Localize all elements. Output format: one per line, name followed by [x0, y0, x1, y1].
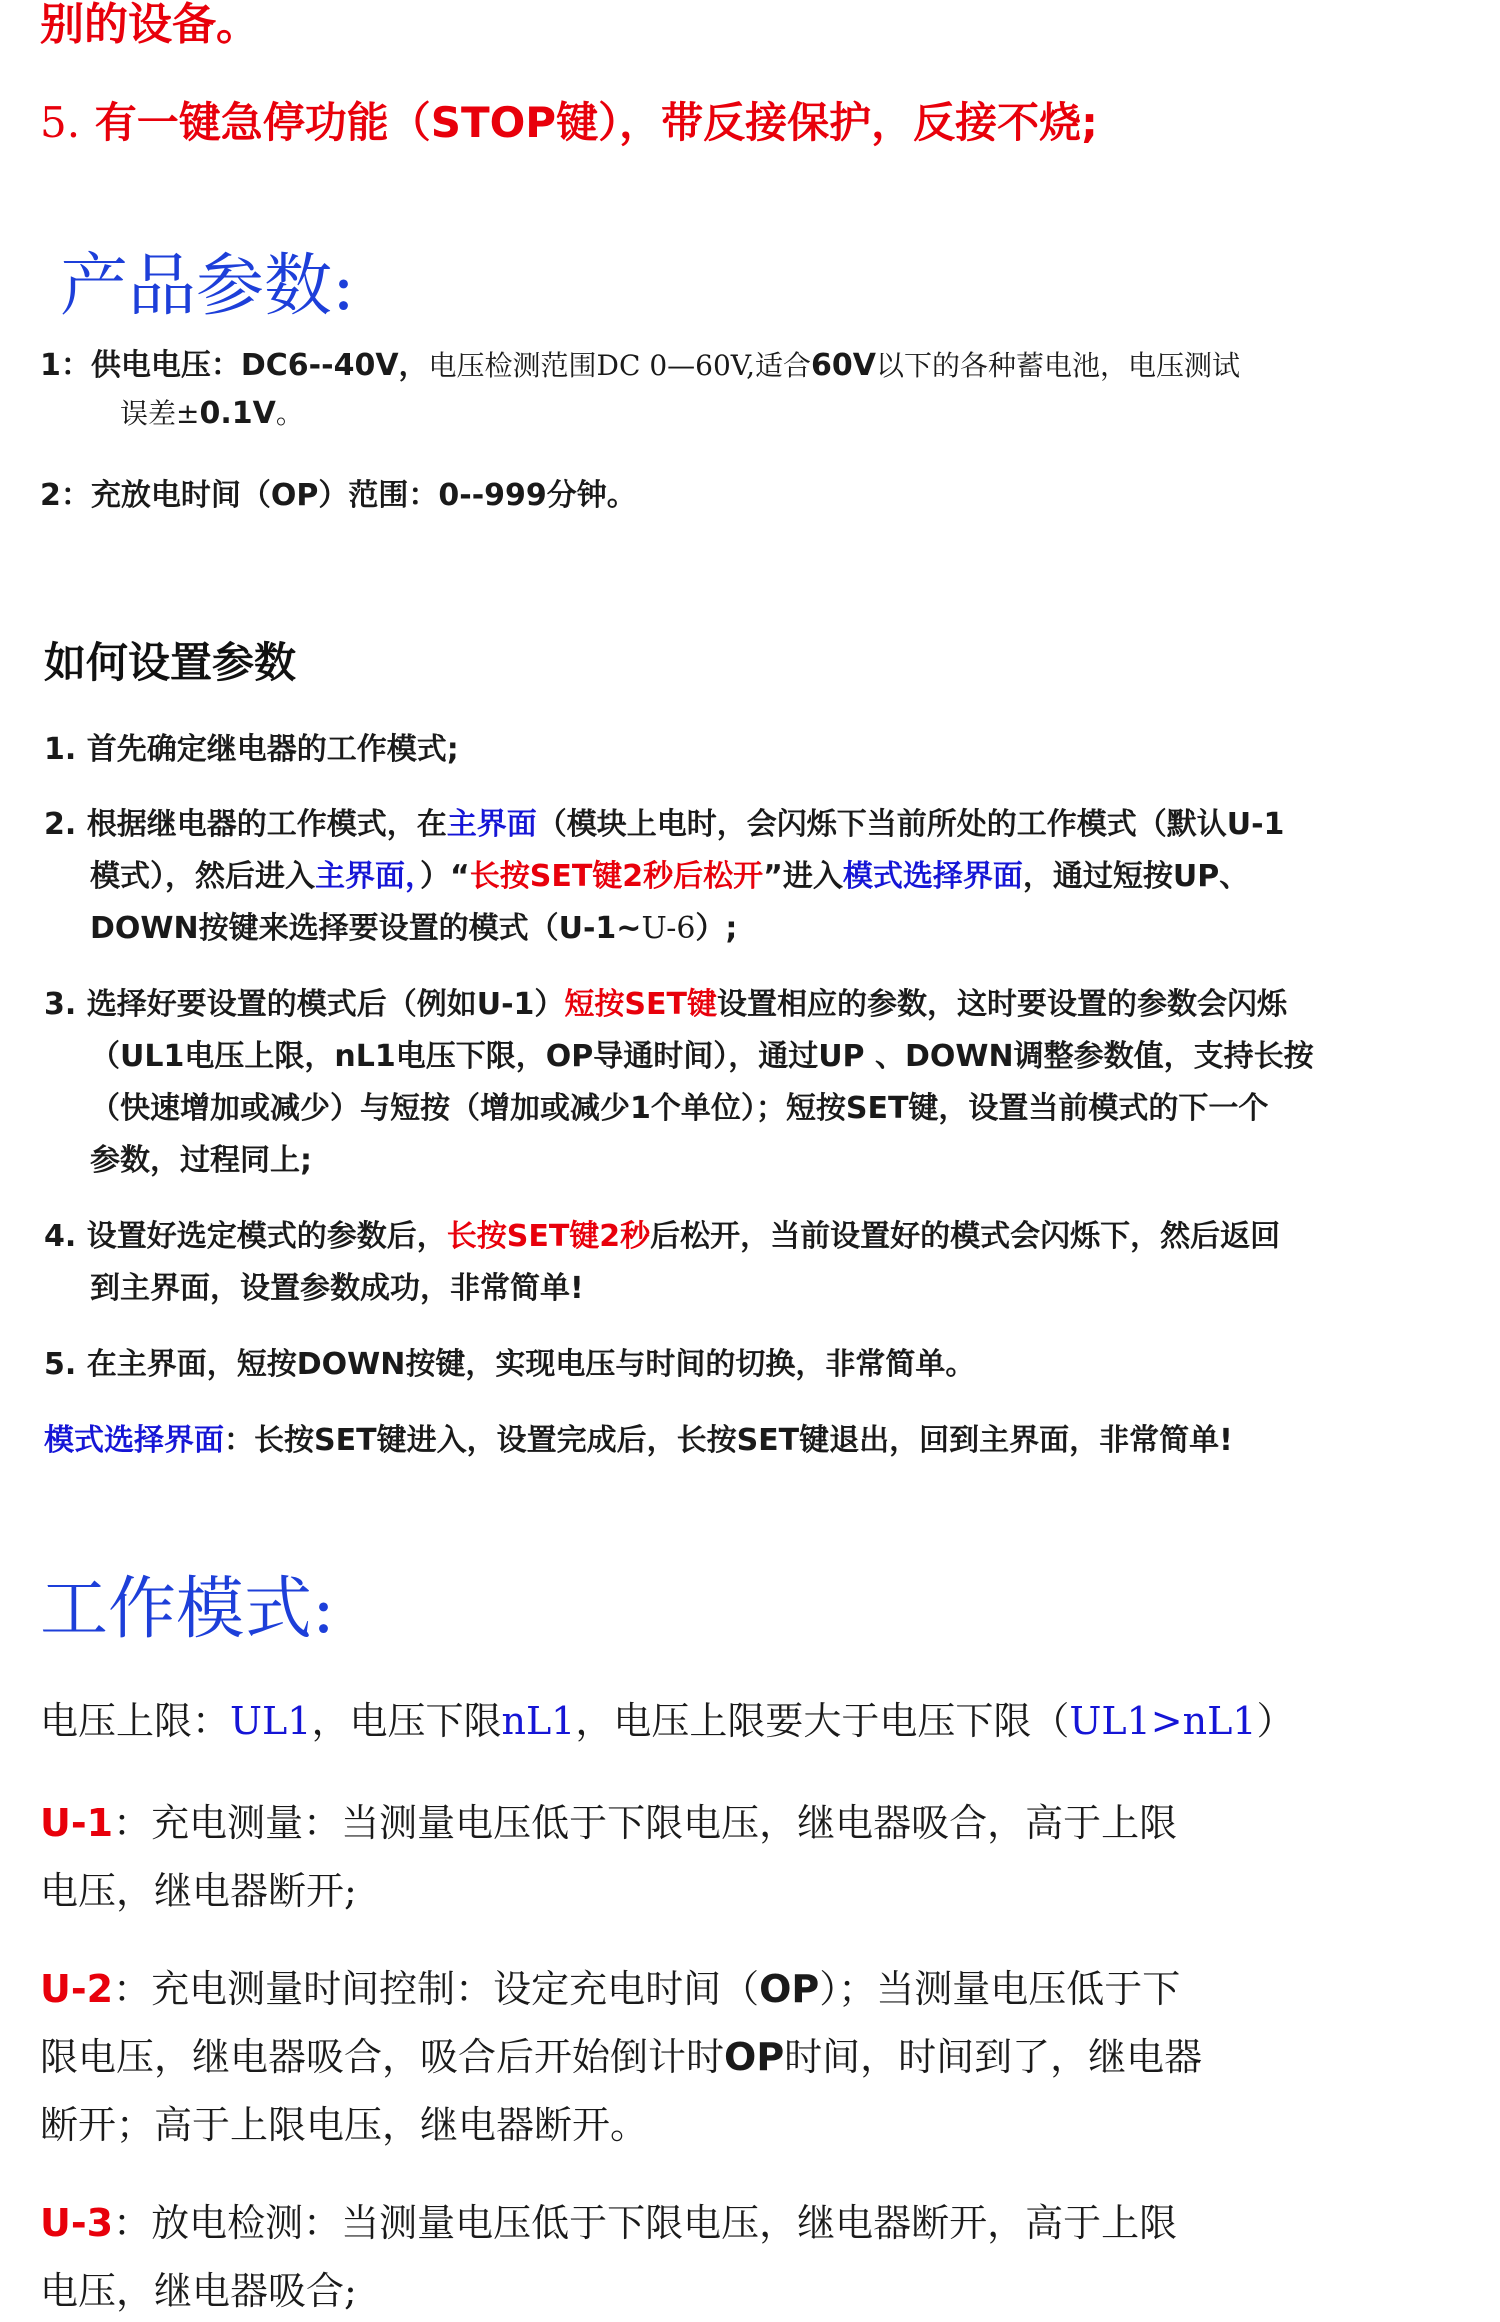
top-fragment: 别的设备。: [40, 0, 260, 50]
mode-u2-line-3: 断开；高于上限电压，继电器断开。: [40, 2103, 649, 2147]
nl1-label: nL1: [501, 1699, 576, 1743]
param-1-cont: [120, 392, 304, 432]
mode-u3-line-1: [40, 2192, 1177, 2247]
ul1-label: UL1: [230, 1699, 312, 1743]
mode-u3-line-2: 电压，继电器吸合;: [40, 2269, 357, 2313]
param-1-end: 。: [275, 397, 304, 430]
step-2-line-3: [90, 904, 737, 954]
step-3-text-a: 3. 选择好要设置的模式后（例如U-1）: [44, 987, 565, 1022]
step-5: 5. 在主界面，短按DOWN按键，实现电压与时间的切换，非常简单。: [44, 1347, 976, 1382]
param-1-error-label: 误差±: [120, 397, 200, 430]
main-screen-link-2: 主界面，: [315, 859, 420, 894]
mode-select-note: [44, 1416, 1233, 1466]
step-2-u6: U-6: [641, 911, 696, 946]
main-screen-link-1: 主界面: [446, 807, 537, 842]
mode-u2-line-1: [40, 1958, 1180, 2013]
step-2-text-e: ”进入: [763, 859, 843, 894]
step-4-line-2: 到主界面，设置参数成功，非常简单!: [90, 1271, 584, 1306]
limits-text-d: ）: [1256, 1699, 1295, 1743]
modes-title: 工作模式:: [40, 1570, 335, 1649]
step-2-text-h: ）;: [695, 911, 738, 946]
step-2-text-b: （模块上电时，会闪烁下当前所处的工作模式（默认U-1: [536, 807, 1285, 842]
setup-title: 如何设置参数: [44, 638, 297, 687]
limit-compare: UL1>nL1: [1069, 1699, 1257, 1743]
short-press-hint: 短按SET键: [564, 987, 717, 1022]
mode-u1-line-1: [40, 1792, 1177, 1847]
step-4-line-1: [44, 1212, 1280, 1262]
mode-u1-line-2: 电压，继电器断开;: [40, 1869, 357, 1913]
mode-select-note-text: ：长按SET键进入，设置完成后，长按SET键退出，回到主界面，非常简单!: [224, 1423, 1233, 1458]
limits-text-b: ，电压下限: [311, 1699, 502, 1743]
feature-item-5: [40, 90, 1098, 150]
step-4-text-b: 后松开，当前设置好的模式会闪烁下，然后返回: [650, 1219, 1281, 1254]
step-2-text-f: ，通过短按UP、: [1022, 859, 1250, 894]
voltage-limits: [40, 1690, 1295, 1745]
step-3-line-3: （快速增加或减少）与短按（增加或减少1个单位）；短按SET键，设置当前模式的下一个: [90, 1091, 1269, 1126]
param-1-battery: 以下的各种蓄电池，电压测试: [875, 349, 1240, 382]
feature-text: 有一键急停功能（STOP键），带反接保护，反接不烧;: [94, 98, 1098, 147]
long-press-2s-hint: 长按SET键2秒: [446, 1219, 651, 1254]
mode-u2-text-1a: ：充电测量时间控制：设定充电时间（: [113, 1967, 760, 2011]
step-3-text-b: 设置相应的参数，这时要设置的参数会闪烁: [716, 987, 1287, 1022]
mode-u3-code: U-3: [40, 2201, 114, 2245]
step-3-line-1: [44, 980, 1287, 1030]
step-2-text-d: ）“: [420, 859, 470, 894]
limits-text-a: 电压上限：: [40, 1699, 231, 1743]
feature-number: 5.: [40, 98, 81, 147]
step-1: 1. 首先确定继电器的工作模式;: [44, 732, 459, 767]
step-2-text-a: 2. 根据继电器的工作模式，在: [44, 807, 447, 842]
mode-select-link: 模式选择界面: [842, 859, 1023, 894]
limits-text-c: ，电压上限要大于电压下限（: [575, 1699, 1070, 1743]
step-3-line-2: （UL1电压上限，nL1电压下限，OP导通时间），通过UP 、DOWN调整参数值，支持长按: [90, 1039, 1314, 1074]
param-2: 2：充放电时间（OP）范围：0--999分钟。: [40, 478, 637, 513]
mode-u2-code: U-2: [40, 1967, 114, 2011]
param-1-error-val: 0.1V: [199, 396, 276, 431]
param-1-detect: 电压检测范围DC 0—60V,适合: [428, 349, 811, 382]
long-press-hint: 长按SET键2秒后松开: [469, 859, 764, 894]
mode-u2-text-1b: ）；当测量电压低于下: [819, 1967, 1181, 2011]
param-1-v60: 60V: [811, 348, 876, 383]
mode-u2-text-2b: 时间，时间到了，继电器: [784, 2035, 1203, 2079]
mode-u2-op: OP: [759, 1967, 820, 2011]
param-1: [40, 340, 1240, 384]
params-title: 产品参数:: [60, 247, 355, 326]
step-2-text-g: DOWN按键来选择要设置的模式（U-1~: [90, 911, 642, 946]
mode-u3-text-1: ：放电检测：当测量电压低于下限电压，继电器断开，高于上限: [113, 2201, 1178, 2245]
param-1-label: 1：供电电压：: [40, 348, 241, 383]
mode-u2-text-2a: 限电压，继电器吸合，吸合后开始倒计时: [40, 2035, 725, 2079]
mode-u1-code: U-1: [40, 1801, 114, 1845]
step-3-line-4: 参数，过程同上;: [90, 1143, 312, 1178]
step-2-text-c: 模式），然后进入: [90, 859, 315, 894]
step-2-line-2: [90, 852, 1249, 902]
step-4-text-a: 4. 设置好选定模式的参数后，: [44, 1219, 447, 1254]
param-1-supply: DC6--40V，: [240, 348, 429, 383]
mode-u2-op-2: OP: [724, 2035, 785, 2079]
mode-u2-line-2: [40, 2026, 1202, 2081]
mode-select-label: 模式选择界面: [44, 1423, 224, 1458]
mode-u1-text-1: ：充电测量：当测量电压低于下限电压，继电器吸合，高于上限: [113, 1801, 1178, 1845]
step-2-line-1: [44, 800, 1284, 850]
